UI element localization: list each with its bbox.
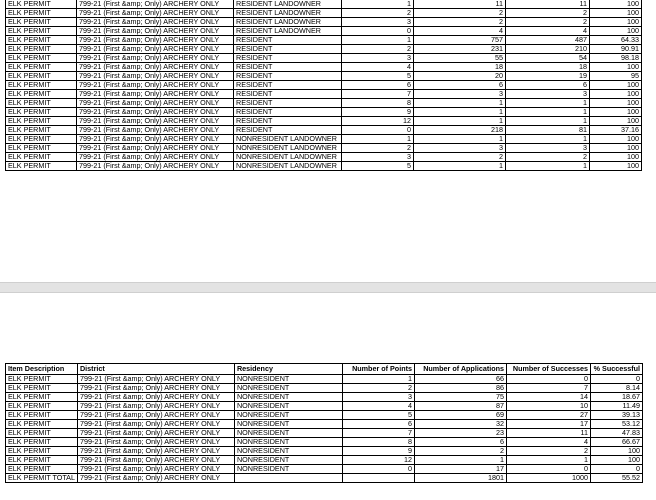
cell-number-of-successes: 2 xyxy=(506,9,590,18)
cell-number-of-points: 1 xyxy=(342,0,414,9)
cell-number-of-points: 3 xyxy=(342,153,414,162)
cell-residency: RESIDENT xyxy=(234,81,342,90)
cell-district: 799-21 (First &amp; Only) ARCHERY ONLY xyxy=(77,411,234,420)
cell-residency: NONRESIDENT xyxy=(234,447,342,456)
header-number-of-successes: Number of Successes xyxy=(506,364,590,375)
cell-number-of-successes: 1000 xyxy=(506,474,590,483)
cell-item-description: ELK PERMIT xyxy=(6,411,78,420)
cell-residency xyxy=(234,474,342,483)
table-row xyxy=(6,456,643,465)
cell-number-of-successes: 10 xyxy=(506,402,590,411)
cell-residency: RESIDENT xyxy=(234,126,342,135)
cell-number-of-applications: 1 xyxy=(414,99,506,108)
cell-number-of-successes: 4 xyxy=(506,27,590,36)
cell-item-description: ELK PERMIT xyxy=(6,375,78,384)
cell-percent-successful: 100 xyxy=(590,18,642,27)
cell-number-of-points: 2 xyxy=(342,384,414,393)
cell-residency: RESIDENT xyxy=(234,63,342,72)
cell-district: 799-21 (First &amp; Only) ARCHERY ONLY xyxy=(77,54,234,63)
cell-number-of-applications: 4 xyxy=(414,27,506,36)
cell-percent-successful: 100 xyxy=(590,162,642,171)
cell-number-of-applications: 32 xyxy=(414,420,506,429)
cell-item-description: ELK PERMIT xyxy=(6,402,78,411)
cell-residency: NONRESIDENT LANDOWNER xyxy=(234,162,342,171)
cell-item-description: ELK PERMIT xyxy=(6,18,77,27)
cell-number-of-applications: 87 xyxy=(414,402,506,411)
cell-number-of-successes: 2 xyxy=(506,18,590,27)
cell-number-of-applications: 1 xyxy=(414,117,506,126)
cell-percent-successful: 100 xyxy=(590,27,642,36)
cell-item-description: ELK PERMIT xyxy=(6,117,77,126)
cell-percent-successful: 37.16 xyxy=(590,126,642,135)
cell-number-of-points: 2 xyxy=(342,9,414,18)
cell-percent-successful: 100 xyxy=(590,63,642,72)
cell-number-of-applications: 17 xyxy=(414,465,506,474)
page-break-divider xyxy=(0,282,656,293)
cell-item-description: ELK PERMIT xyxy=(6,162,77,171)
cell-number-of-points: 8 xyxy=(342,99,414,108)
cell-number-of-applications: 55 xyxy=(414,54,506,63)
cell-item-description: ELK PERMIT xyxy=(6,72,77,81)
cell-residency: RESIDENT xyxy=(234,72,342,81)
cell-number-of-points: 6 xyxy=(342,81,414,90)
table-row xyxy=(6,447,643,456)
cell-residency: RESIDENT xyxy=(234,45,342,54)
cell-percent-successful: 39.13 xyxy=(590,411,642,420)
cell-percent-successful: 100 xyxy=(590,153,642,162)
cell-residency: NONRESIDENT xyxy=(234,393,342,402)
cell-item-description: ELK PERMIT xyxy=(6,393,78,402)
cell-district: 799-21 (First &amp; Only) ARCHERY ONLY xyxy=(77,36,234,45)
cell-percent-successful: 100 xyxy=(590,456,642,465)
cell-district: 799-21 (First &amp; Only) ARCHERY ONLY xyxy=(77,420,234,429)
cell-number-of-successes: 487 xyxy=(506,36,590,45)
cell-percent-successful: 8.14 xyxy=(590,384,642,393)
cell-number-of-successes: 11 xyxy=(506,0,590,9)
cell-number-of-applications: 757 xyxy=(414,36,506,45)
header-item-description: Item Description xyxy=(6,364,78,375)
cell-percent-successful: 100 xyxy=(590,144,642,153)
cell-number-of-successes: 1 xyxy=(506,135,590,144)
cell-item-description: ELK PERMIT xyxy=(6,126,77,135)
cell-item-description: ELK PERMIT xyxy=(6,135,77,144)
cell-percent-successful: 0 xyxy=(590,465,642,474)
cell-number-of-applications: 18 xyxy=(414,63,506,72)
cell-number-of-applications: 75 xyxy=(414,393,506,402)
results-table-page-2-body xyxy=(6,364,643,483)
cell-district: 799-21 (First &amp; Only) ARCHERY ONLY xyxy=(77,117,234,126)
table-row xyxy=(6,117,642,126)
cell-percent-successful: 100 xyxy=(590,0,642,9)
cell-number-of-points: 5 xyxy=(342,162,414,171)
cell-number-of-successes: 81 xyxy=(506,126,590,135)
cell-residency: RESIDENT xyxy=(234,99,342,108)
cell-number-of-points: 12 xyxy=(342,117,414,126)
cell-percent-successful: 66.67 xyxy=(590,438,642,447)
cell-district: 799-21 (First &amp; Only) ARCHERY ONLY xyxy=(77,402,234,411)
cell-district: 799-21 (First &amp; Only) ARCHERY ONLY xyxy=(77,126,234,135)
cell-number-of-applications: 1 xyxy=(414,108,506,117)
table-row xyxy=(6,108,642,117)
cell-item-description: ELK PERMIT xyxy=(6,54,77,63)
cell-number-of-successes: 1 xyxy=(506,99,590,108)
cell-residency: RESIDENT xyxy=(234,117,342,126)
cell-number-of-successes: 14 xyxy=(506,393,590,402)
cell-number-of-points: 5 xyxy=(342,72,414,81)
cell-percent-successful: 11.49 xyxy=(590,402,642,411)
cell-residency: RESIDENT LANDOWNER xyxy=(234,0,342,9)
table-header-row xyxy=(6,364,643,375)
cell-district: 799-21 (First &amp; Only) ARCHERY ONLY xyxy=(77,429,234,438)
cell-percent-successful: 64.33 xyxy=(590,36,642,45)
table-row xyxy=(6,384,643,393)
cell-district: 799-21 (First &amp; Only) ARCHERY ONLY xyxy=(77,63,234,72)
cell-percent-successful: 18.67 xyxy=(590,393,642,402)
cell-district: 799-21 (First &amp; Only) ARCHERY ONLY xyxy=(77,18,234,27)
cell-number-of-points: 0 xyxy=(342,465,414,474)
table-row xyxy=(6,9,642,18)
cell-number-of-applications: 86 xyxy=(414,384,506,393)
cell-number-of-applications: 3 xyxy=(414,144,506,153)
cell-item-description: ELK PERMIT TOTAL xyxy=(6,474,78,483)
table-row xyxy=(6,465,643,474)
header-number-of-applications: Number of Applications xyxy=(414,364,506,375)
cell-item-description: ELK PERMIT xyxy=(6,45,77,54)
cell-number-of-points: 8 xyxy=(342,438,414,447)
cell-district: 799-21 (First &amp; Only) ARCHERY ONLY xyxy=(77,474,234,483)
cell-item-description: ELK PERMIT xyxy=(6,465,78,474)
cell-item-description: ELK PERMIT xyxy=(6,438,78,447)
table-row xyxy=(6,474,643,483)
cell-number-of-applications: 2 xyxy=(414,153,506,162)
cell-number-of-points: 5 xyxy=(342,411,414,420)
table-row xyxy=(6,0,642,9)
cell-number-of-points: 12 xyxy=(342,456,414,465)
table-row xyxy=(6,81,642,90)
cell-item-description: ELK PERMIT xyxy=(6,384,78,393)
cell-number-of-points: 2 xyxy=(342,144,414,153)
cell-number-of-successes: 0 xyxy=(506,465,590,474)
cell-number-of-applications: 2 xyxy=(414,18,506,27)
cell-residency: NONRESIDENT xyxy=(234,375,342,384)
cell-item-description: ELK PERMIT xyxy=(6,153,77,162)
cell-number-of-applications: 3 xyxy=(414,90,506,99)
cell-percent-successful: 98.18 xyxy=(590,54,642,63)
table-row xyxy=(6,375,643,384)
cell-percent-successful: 47.83 xyxy=(590,429,642,438)
cell-district: 799-21 (First &amp; Only) ARCHERY ONLY xyxy=(77,0,234,9)
cell-number-of-applications: 1 xyxy=(414,135,506,144)
cell-district: 799-21 (First &amp; Only) ARCHERY ONLY xyxy=(77,81,234,90)
cell-district: 799-21 (First &amp; Only) ARCHERY ONLY xyxy=(77,90,234,99)
cell-percent-successful: 53.12 xyxy=(590,420,642,429)
cell-residency: NONRESIDENT LANDOWNER xyxy=(234,153,342,162)
cell-residency: NONRESIDENT LANDOWNER xyxy=(234,135,342,144)
cell-number-of-applications: 231 xyxy=(414,45,506,54)
cell-percent-successful: 0 xyxy=(590,375,642,384)
cell-number-of-points: 1 xyxy=(342,375,414,384)
cell-residency: RESIDENT xyxy=(234,90,342,99)
cell-district: 799-21 (First &amp; Only) ARCHERY ONLY xyxy=(77,144,234,153)
cell-percent-successful: 95 xyxy=(590,72,642,81)
cell-number-of-applications: 23 xyxy=(414,429,506,438)
table-row xyxy=(6,63,642,72)
cell-district: 799-21 (First &amp; Only) ARCHERY ONLY xyxy=(77,27,234,36)
table-row xyxy=(6,420,643,429)
header-number-of-points: Number of Points xyxy=(342,364,414,375)
cell-number-of-applications: 1 xyxy=(414,456,506,465)
cell-number-of-points: 4 xyxy=(342,63,414,72)
results-table-page-2 xyxy=(5,363,643,483)
cell-residency: NONRESIDENT xyxy=(234,411,342,420)
table-row xyxy=(6,162,642,171)
cell-item-description: ELK PERMIT xyxy=(6,420,78,429)
cell-residency: RESIDENT LANDOWNER xyxy=(234,18,342,27)
cell-number-of-successes: 1 xyxy=(506,162,590,171)
cell-number-of-successes: 1 xyxy=(506,117,590,126)
cell-number-of-successes: 7 xyxy=(506,384,590,393)
table-row xyxy=(6,144,642,153)
cell-number-of-applications: 2 xyxy=(414,447,506,456)
cell-residency: NONRESIDENT xyxy=(234,465,342,474)
table-row xyxy=(6,438,643,447)
cell-number-of-successes: 27 xyxy=(506,411,590,420)
cell-residency: NONRESIDENT xyxy=(234,384,342,393)
cell-district: 799-21 (First &amp; Only) ARCHERY ONLY xyxy=(77,45,234,54)
cell-number-of-applications: 11 xyxy=(414,0,506,9)
cell-residency: RESIDENT LANDOWNER xyxy=(234,27,342,36)
cell-residency: RESIDENT LANDOWNER xyxy=(234,9,342,18)
cell-number-of-points: 9 xyxy=(342,108,414,117)
cell-residency: NONRESIDENT xyxy=(234,438,342,447)
cell-item-description: ELK PERMIT xyxy=(6,9,77,18)
cell-number-of-points: 1 xyxy=(342,135,414,144)
cell-number-of-points: 1 xyxy=(342,36,414,45)
table-row xyxy=(6,36,642,45)
cell-percent-successful: 100 xyxy=(590,117,642,126)
cell-percent-successful: 55.52 xyxy=(590,474,642,483)
cell-number-of-successes: 6 xyxy=(506,81,590,90)
cell-item-description: ELK PERMIT xyxy=(6,90,77,99)
cell-residency: RESIDENT xyxy=(234,108,342,117)
table-row xyxy=(6,393,643,402)
header-district: District xyxy=(77,364,234,375)
cell-number-of-points: 4 xyxy=(342,402,414,411)
cell-number-of-points: 3 xyxy=(342,54,414,63)
cell-number-of-successes: 19 xyxy=(506,72,590,81)
cell-district: 799-21 (First &amp; Only) ARCHERY ONLY xyxy=(77,447,234,456)
table-row xyxy=(6,27,642,36)
table-row xyxy=(6,135,642,144)
cell-number-of-points: 3 xyxy=(342,393,414,402)
table-row xyxy=(6,72,642,81)
cell-number-of-successes: 17 xyxy=(506,420,590,429)
cell-residency: NONRESIDENT LANDOWNER xyxy=(234,144,342,153)
cell-item-description: ELK PERMIT xyxy=(6,108,77,117)
table-row xyxy=(6,411,643,420)
table-row xyxy=(6,429,643,438)
cell-district: 799-21 (First &amp; Only) ARCHERY ONLY xyxy=(77,438,234,447)
table-row xyxy=(6,153,642,162)
cell-percent-successful: 100 xyxy=(590,90,642,99)
cell-item-description: ELK PERMIT xyxy=(6,99,77,108)
cell-number-of-points: 3 xyxy=(342,18,414,27)
cell-number-of-points: 7 xyxy=(342,429,414,438)
cell-item-description: ELK PERMIT xyxy=(6,0,77,9)
cell-number-of-successes: 3 xyxy=(506,144,590,153)
table-row xyxy=(6,126,642,135)
cell-residency: NONRESIDENT xyxy=(234,402,342,411)
cell-item-description: ELK PERMIT xyxy=(6,36,77,45)
cell-number-of-successes: 210 xyxy=(506,45,590,54)
cell-district: 799-21 (First &amp; Only) ARCHERY ONLY xyxy=(77,456,234,465)
cell-district: 799-21 (First &amp; Only) ARCHERY ONLY xyxy=(77,153,234,162)
cell-residency: NONRESIDENT xyxy=(234,456,342,465)
cell-number-of-applications: 1 xyxy=(414,162,506,171)
cell-number-of-applications: 6 xyxy=(414,438,506,447)
cell-percent-successful: 90.91 xyxy=(590,45,642,54)
cell-number-of-points: 9 xyxy=(342,447,414,456)
cell-number-of-successes: 1 xyxy=(506,108,590,117)
cell-item-description: ELK PERMIT xyxy=(6,81,77,90)
cell-number-of-points: 6 xyxy=(342,420,414,429)
table-row xyxy=(6,90,642,99)
cell-residency: NONRESIDENT xyxy=(234,429,342,438)
cell-number-of-applications: 69 xyxy=(414,411,506,420)
cell-district: 799-21 (First &amp; Only) ARCHERY ONLY xyxy=(77,384,234,393)
table-row xyxy=(6,99,642,108)
cell-number-of-successes: 11 xyxy=(506,429,590,438)
results-table-page-1 xyxy=(5,0,642,171)
cell-percent-successful: 100 xyxy=(590,81,642,90)
cell-number-of-points: 0 xyxy=(342,27,414,36)
table-row xyxy=(6,45,642,54)
cell-number-of-successes: 54 xyxy=(506,54,590,63)
cell-number-of-applications: 20 xyxy=(414,72,506,81)
cell-item-description: ELK PERMIT xyxy=(6,63,77,72)
cell-percent-successful: 100 xyxy=(590,9,642,18)
cell-number-of-successes: 3 xyxy=(506,90,590,99)
cell-item-description: ELK PERMIT xyxy=(6,27,77,36)
cell-number-of-points: 7 xyxy=(342,90,414,99)
cell-number-of-applications: 2 xyxy=(414,9,506,18)
cell-number-of-successes: 4 xyxy=(506,438,590,447)
cell-district: 799-21 (First &amp; Only) ARCHERY ONLY xyxy=(77,135,234,144)
table-row xyxy=(6,18,642,27)
cell-number-of-successes: 0 xyxy=(506,375,590,384)
cell-number-of-applications: 218 xyxy=(414,126,506,135)
cell-number-of-successes: 2 xyxy=(506,447,590,456)
cell-number-of-applications: 66 xyxy=(414,375,506,384)
cell-item-description: ELK PERMIT xyxy=(6,447,78,456)
cell-district: 799-21 (First &amp; Only) ARCHERY ONLY xyxy=(77,162,234,171)
cell-district: 799-21 (First &amp; Only) ARCHERY ONLY xyxy=(77,375,234,384)
cell-item-description: ELK PERMIT xyxy=(6,456,78,465)
cell-percent-successful: 100 xyxy=(590,135,642,144)
cell-number-of-points: 0 xyxy=(342,126,414,135)
table-row xyxy=(6,402,643,411)
cell-residency: RESIDENT xyxy=(234,36,342,45)
cell-district: 799-21 (First &amp; Only) ARCHERY ONLY xyxy=(77,108,234,117)
cell-district: 799-21 (First &amp; Only) ARCHERY ONLY xyxy=(77,9,234,18)
cell-district: 799-21 (First &amp; Only) ARCHERY ONLY xyxy=(77,465,234,474)
cell-number-of-successes: 18 xyxy=(506,63,590,72)
cell-percent-successful: 100 xyxy=(590,108,642,117)
cell-district: 799-21 (First &amp; Only) ARCHERY ONLY xyxy=(77,99,234,108)
header-residency: Residency xyxy=(234,364,342,375)
cell-number-of-successes: 1 xyxy=(506,456,590,465)
header-percent-successful: % Successful xyxy=(590,364,642,375)
cell-district: 799-21 (First &amp; Only) ARCHERY ONLY xyxy=(77,393,234,402)
cell-district: 799-21 (First &amp; Only) ARCHERY ONLY xyxy=(77,72,234,81)
cell-number-of-applications: 1801 xyxy=(414,474,506,483)
cell-percent-successful: 100 xyxy=(590,99,642,108)
table-row xyxy=(6,54,642,63)
cell-residency: RESIDENT xyxy=(234,54,342,63)
cell-number-of-points xyxy=(342,474,414,483)
cell-number-of-successes: 2 xyxy=(506,153,590,162)
cell-percent-successful: 100 xyxy=(590,447,642,456)
cell-residency: NONRESIDENT xyxy=(234,420,342,429)
cell-number-of-points: 2 xyxy=(342,45,414,54)
results-table-page-1-body xyxy=(6,0,642,171)
cell-item-description: ELK PERMIT xyxy=(6,144,77,153)
cell-number-of-applications: 6 xyxy=(414,81,506,90)
cell-item-description: ELK PERMIT xyxy=(6,429,78,438)
